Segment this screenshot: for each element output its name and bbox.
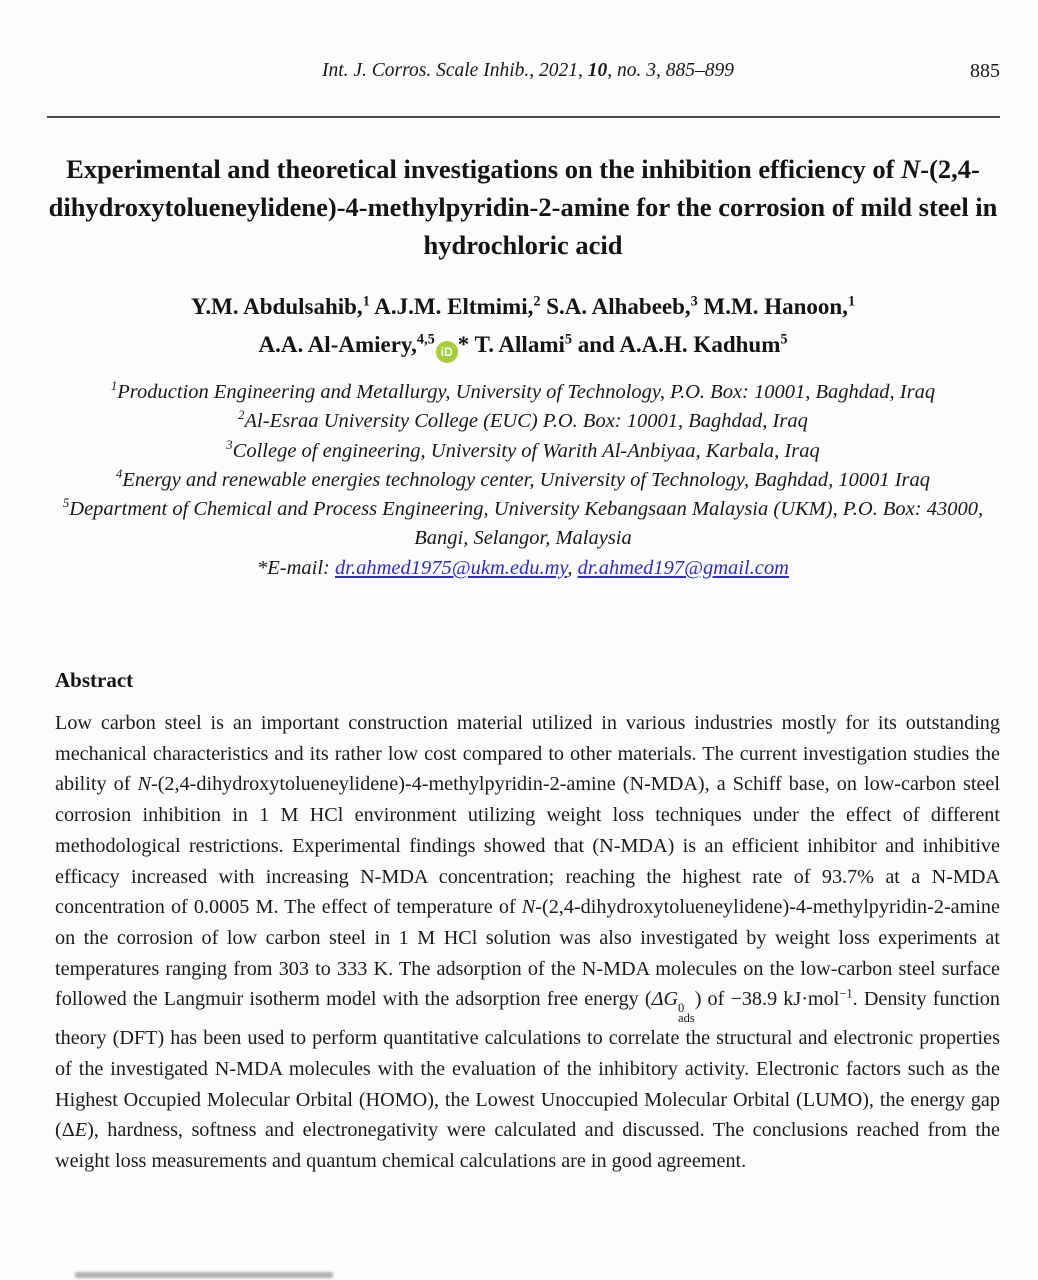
abstract-italic-e: E [74, 1119, 88, 1142]
email-separator: , [567, 556, 578, 579]
email-link-1[interactable]: dr.ahmed1975@ukm.edu.my [335, 556, 568, 579]
delta-g-symbol: ΔG [651, 988, 679, 1011]
abstract-paragraph [55, 708, 1000, 1177]
delta-g-subscript: ads [678, 1011, 695, 1026]
affiliation-text: Al-Esraa University College (EUC) P.O. Box: 10001, Baghdad, Iraq [244, 410, 808, 433]
author-affil-sup: 5 [564, 331, 572, 348]
exponent-minus-1: −1 [839, 986, 853, 1001]
abstract-text-segment: ), hardness, softness and electronegativity were calculated and discussed. The conclusions reached from the weight loss measurements and quantum chemical calculations are in good agreement. [55, 1119, 1000, 1173]
abstract-text-segment: ) of −38.9 kJ·mol [694, 988, 840, 1011]
citation-prefix: Int. J. Corros. Scale Inhib., 2021, [321, 60, 588, 81]
delta-g-superscript: 0 [678, 1001, 685, 1016]
affiliation-sup: 1 [110, 379, 118, 394]
affiliation-item [46, 466, 1000, 495]
delta-g-sup-sub [678, 1001, 695, 1026]
bottom-crop-artifact [75, 1272, 333, 1278]
author-affil-sup: 2 [533, 293, 541, 310]
affiliation-sup: 2 [238, 408, 245, 423]
abstract-italic-n: N [521, 896, 536, 919]
affiliation-sup: 3 [226, 437, 233, 452]
abstract-heading: Abstract [55, 668, 134, 692]
abstract-text-segment: Low carbon steel is an important construction material utilized in various industries mostly for its outstanding mechanical characteristics and its rather low cost compared to other materials. The current investigation studies the ability of [55, 712, 1000, 796]
header-rule [47, 116, 1000, 118]
author-name: Y.M. Abdulsahib, [190, 294, 363, 319]
author-affil-sup: 3 [690, 293, 698, 310]
author-name: A.A. Al-Amiery, [258, 332, 417, 357]
affiliation-text: Department of Chemical and Process Engineering, University Kebangsaan Malaysia (UKM), P.O. Box: 43000, Bangi, Selangor, Malaysia [69, 498, 984, 550]
author-name: T. Allami [469, 332, 565, 357]
author-affil-sup: 4,5 [416, 331, 435, 348]
email-label: *E-mail: [257, 556, 336, 579]
author-name: A.J.M. Eltmimi, [369, 294, 534, 319]
abstract-text-segment: -(2,4-dihydroxytolueneylidene)-4-methylpyridin-2-amine on the corrosion of low carbon steel in 1 M HCl solution was also investigated by weight loss experiments at temperatures ranging from 303 to 333 K. The adsorption of the N-MDA molecules on the low-carbon steel surface followed the Langmuir isotherm model with the adsorption free energy ( [55, 896, 1000, 1011]
affiliation-text: Production Engineering and Metallurgy, University of Technology, P.O. Box: 10001, Baghdad, Iraq [117, 381, 936, 403]
author-name: S.A. Alhabeeb, [540, 294, 691, 319]
author-name: M.M. Hanoon, [697, 294, 848, 319]
citation-suffix: , no. 3, 885–899 [607, 60, 734, 81]
affiliation-sup: 4 [115, 467, 123, 482]
author-name: and A.A.H. Kadhum [572, 332, 781, 357]
orcid-icon-label: iD [440, 345, 453, 359]
orcid-icon[interactable] [436, 341, 458, 363]
affiliation-text: Energy and renewable energies technology center, University of Technology, Baghdad, 10001 Iraq [122, 468, 931, 491]
title-italic-n: N [901, 154, 921, 184]
email-line [46, 554, 1000, 583]
affiliation-sup: 5 [62, 496, 70, 511]
paper-title [48, 150, 998, 264]
authors-line [48, 288, 998, 364]
affiliation-item [46, 437, 1000, 466]
corresponding-author-star: * [457, 332, 470, 357]
title-part-1: Experimental and theoretical investigations on the inhibition efficiency of [66, 154, 902, 184]
page-number: 885 [970, 60, 1000, 82]
page-header [56, 60, 1000, 90]
abstract-italic-n: N [137, 773, 151, 796]
title-part-2: -(2,4-dihydroxytolueneylidene)-4-methylpyridin-2-amine for the corrosion of mild steel in hydrochloric acid [48, 154, 998, 260]
citation-volume: 10 [587, 60, 608, 81]
affiliations-block [46, 378, 1000, 583]
abstract-text-segment: -(2,4-dihydroxytolueneylidene)-4-methylpyridin-2-amine (N-MDA), a Schiff base, on low-carbon steel corrosion inhibition in 1 M HCl environment utilizing weight loss techniques under the effect of different methodological restrictions. Experimental findings showed that (N-MDA) is an efficient inhibitor and inhibitive efficacy increased with increasing N-MDA concentration; reaching the highest rate of 93.7% at a N-MDA concentration of 0.0005 M. The effect of temperature of [55, 773, 1000, 919]
affiliation-item [46, 407, 1000, 436]
affiliation-item [46, 495, 1000, 554]
author-affil-sup: 5 [780, 331, 788, 348]
affiliation-text: College of engineering, University of Warith Al-Anbiyaa, Karbala, Iraq [232, 439, 820, 462]
journal-citation [56, 60, 1000, 82]
author-affil-sup: 1 [847, 293, 856, 310]
abstract-text-segment: . Density function theory (DFT) has been used to perform quantitative calculations to correlate the structural and electronic properties of the investigated N-MDA molecules with the evaluation of the inhibitory activity. Electronic factors such as the Highest Occupied Molecular Orbital (HOMO), the Lowest Unoccupied Molecular Orbital (LUMO), the energy gap (Δ [55, 988, 1000, 1142]
email-link-2[interactable]: dr.ahmed197@gmail.com [577, 556, 789, 579]
author-affil-sup: 1 [362, 293, 370, 310]
affiliation-item [46, 378, 1000, 407]
